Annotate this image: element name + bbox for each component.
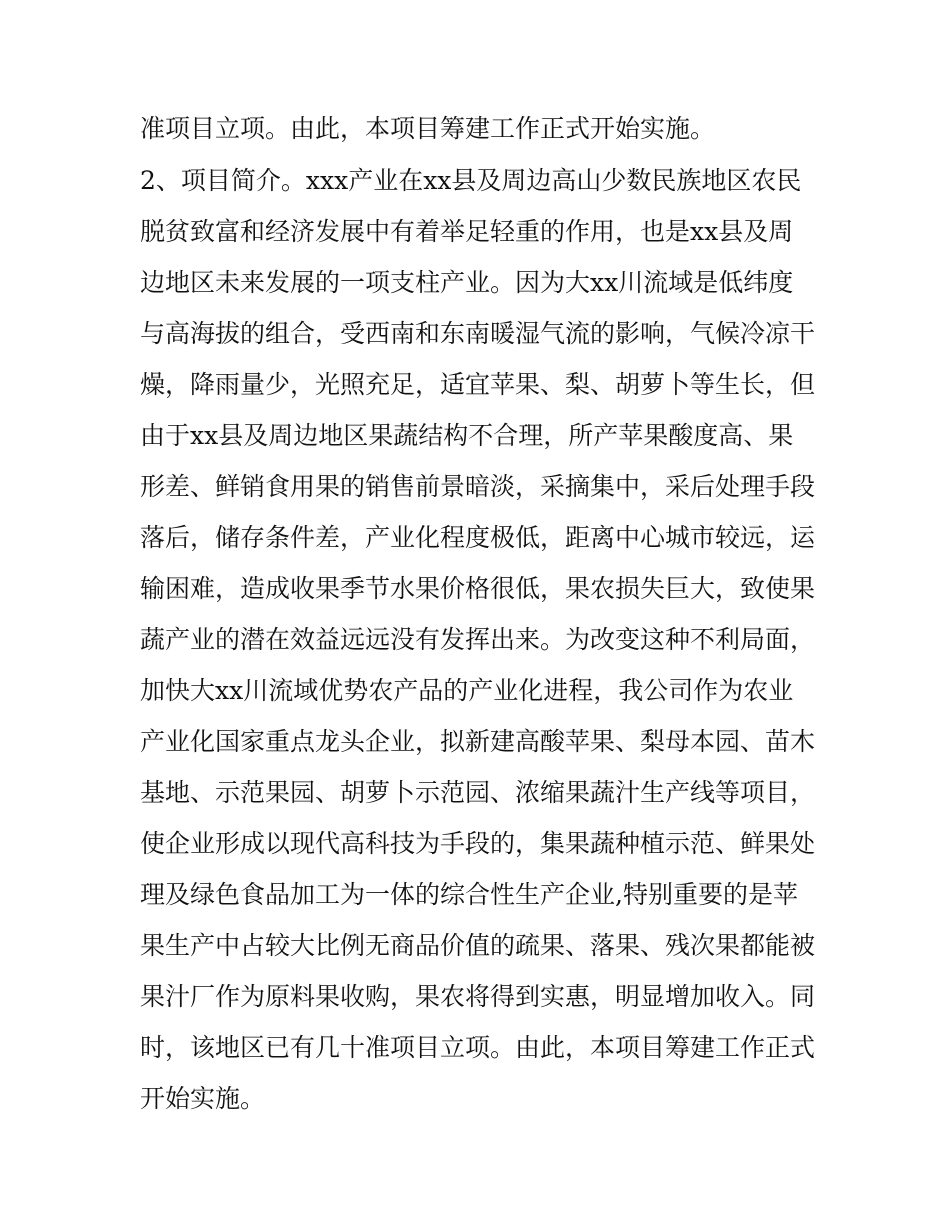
text-line-20: 开始实施。 xyxy=(140,1084,266,1113)
text-line-8: 形差、鲜销食用果的销售前景暗淡，采摘集中，采后处理手段 xyxy=(140,472,816,501)
text-line-4: 边地区未来发展的一项支柱产业。因为大xx川流域是低纬度 xyxy=(140,268,794,297)
text-line-15: 使企业形成以现代高科技为手段的，集果蔬种植示范、鲜果处 xyxy=(140,829,816,858)
text-line-18: 果汁厂作为原料果收购，果农将得到实惠，明显增加收入。同 xyxy=(140,982,816,1011)
text-line-10: 输困难，造成收果季节水果价格很低，果农损失巨大，致使果 xyxy=(140,574,816,603)
text-line-17: 果生产中占较大比例无商品价值的疏果、落果、残次果都能被 xyxy=(140,931,816,960)
text-line-12: 加快大xx川流域优势农产品的产业化进程，我公司作为农业 xyxy=(140,676,794,705)
text-line-6: 燥，降雨量少，光照充足，适宜苹果、梨、胡萝卜等生长，但 xyxy=(140,370,816,399)
text-line-7: 由于xx县及周边地区果蔬结构不合理，所产苹果酸度高、果 xyxy=(140,421,794,450)
text-line-11: 蔬产业的潜在效益远远没有发挥出来。为改变这种不利局面， xyxy=(140,625,816,654)
text-line-1: 准项目立项。由此，本项目筹建工作正式开始实施。 xyxy=(140,114,716,143)
text-line-5: 与高海拔的组合，受西南和东南暖湿气流的影响，气候冷凉干 xyxy=(140,319,816,348)
text-line-2: 2、项目简介。xxx产业在xx县及周边高山少数民族地区农民 xyxy=(140,166,802,195)
text-line-19: 时，该地区已有几十准项目立项。由此，本项目筹建工作正式 xyxy=(140,1033,816,1062)
text-line-16: 理及绿色食品加工为一体的综合性生产企业,特别重要的是苹 xyxy=(140,880,798,909)
text-line-3: 脱贫致富和经济发展中有着举足轻重的作用，也是xx县及周 xyxy=(140,217,794,246)
text-line-13: 产业化国家重点龙头企业，拟新建高酸苹果、梨母本园、苗木 xyxy=(140,727,816,756)
text-line-9: 落后，储存条件差，产业化程度极低，距离中心城市较远，运 xyxy=(140,523,816,552)
text-line-14: 基地、示范果园、胡萝卜示范园、浓缩果蔬汁生产线等项目， xyxy=(140,778,816,807)
